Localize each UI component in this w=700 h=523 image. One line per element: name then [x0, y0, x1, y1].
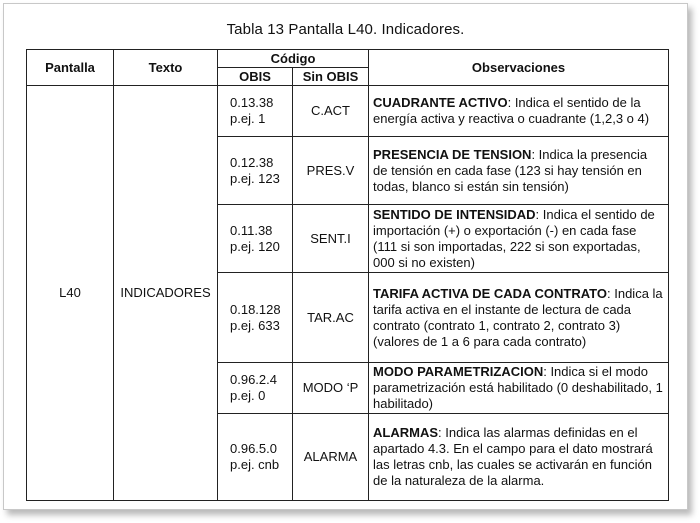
obis-code: 0.11.38	[230, 222, 273, 238]
obis-code: 0.12.38	[230, 154, 274, 170]
pantalla-cell: L40	[27, 86, 114, 501]
obis-code: 0.96.5.0	[230, 441, 277, 456]
obs-title: TARIFA ACTIVA DE CADA CONTRATO	[373, 285, 608, 301]
sin-obis-cell: TAR.AC	[293, 273, 369, 363]
observaciones-cell	[369, 273, 669, 363]
header-observaciones: Observaciones	[369, 50, 669, 86]
obis-cell	[218, 363, 293, 414]
obs-title: MODO PARAMETRIZACION	[373, 364, 544, 379]
indicadores-table	[26, 49, 669, 501]
document-frame	[3, 3, 688, 510]
sin-obis-cell: ALARMA	[293, 414, 369, 501]
header-pantalla: Pantalla	[27, 50, 114, 86]
obs-text: : Indica el sentido de importación (+) o exportación (-) en cada fase (111 si son importadas, 222 si son exportadas, 000 si no existen)	[373, 206, 655, 270]
obs-text: : Indica las alarmas definidas en el apartado 4.3. En el campo para el dato mostrará las letras cnb, las cuales se activarán en función de la naturaleza de la alarma.	[373, 425, 653, 488]
obis-example: p.ej. cnb	[230, 457, 280, 472]
header-codigo: Código	[218, 50, 369, 68]
header-obis: OBIS	[218, 68, 293, 86]
sin-obis-cell: MODO ‘P	[293, 363, 369, 414]
obis-example: p.ej. 633	[230, 317, 280, 333]
obs-title: ALARMAS	[373, 425, 439, 440]
sin-obis-cell: SENT.I	[293, 205, 369, 273]
obis-cell	[218, 86, 293, 137]
obis-example: p.ej. 120	[230, 238, 280, 254]
observaciones-cell	[369, 363, 669, 414]
table-row	[27, 86, 669, 137]
obis-code: 0.13.38	[230, 95, 274, 110]
sin-obis-cell: PRES.V	[293, 137, 369, 205]
obs-title: SENTIDO DE INTENSIDAD	[373, 206, 536, 222]
obs-text: : Indica la presencia de tensión en cada fase (123 si hay tensión en todas, blanco si están sin tensión)	[373, 146, 648, 194]
obs-text: : Indica si el modo parametrización está habilitado (0 deshabilitado, 1 habilitado)	[373, 364, 663, 411]
observaciones-cell	[369, 86, 669, 137]
header-sin-obis: Sin OBIS	[293, 68, 369, 86]
observaciones-cell	[369, 414, 669, 501]
obis-example: p.ej. 0	[230, 388, 266, 403]
observaciones-cell	[369, 137, 669, 205]
obs-title: PRESENCIA DE TENSION	[373, 146, 532, 162]
obis-cell	[218, 273, 293, 363]
header-texto: Texto	[114, 50, 218, 86]
sin-obis-cell: C.ACT	[293, 86, 369, 137]
obis-cell	[218, 137, 293, 205]
obs-text: : Indica la tarifa activa en el instante de lectura de cada contrato (contrato 1, contrato 2, contrato 3)(valores de 1 a 6 para cada contrato)	[373, 285, 663, 349]
observaciones-cell	[369, 205, 669, 273]
obis-code: 0.96.2.4	[230, 372, 277, 387]
obis-example: p.ej. 123	[230, 170, 280, 186]
table-caption: Tabla 13 Pantalla L40. Indicadores.	[226, 21, 465, 38]
obis-code: 0.18.128	[230, 301, 281, 317]
obis-example: p.ej. 1	[230, 111, 266, 126]
obis-cell	[218, 205, 293, 273]
obs-title: CUADRANTE ACTIVO	[373, 95, 508, 110]
texto-cell: INDICADORES	[114, 86, 218, 501]
obs-text: : Indica el sentido de la energía activa y reactiva o cuadrante (1,2,3 o 4)	[373, 95, 650, 126]
obis-cell	[218, 414, 293, 501]
